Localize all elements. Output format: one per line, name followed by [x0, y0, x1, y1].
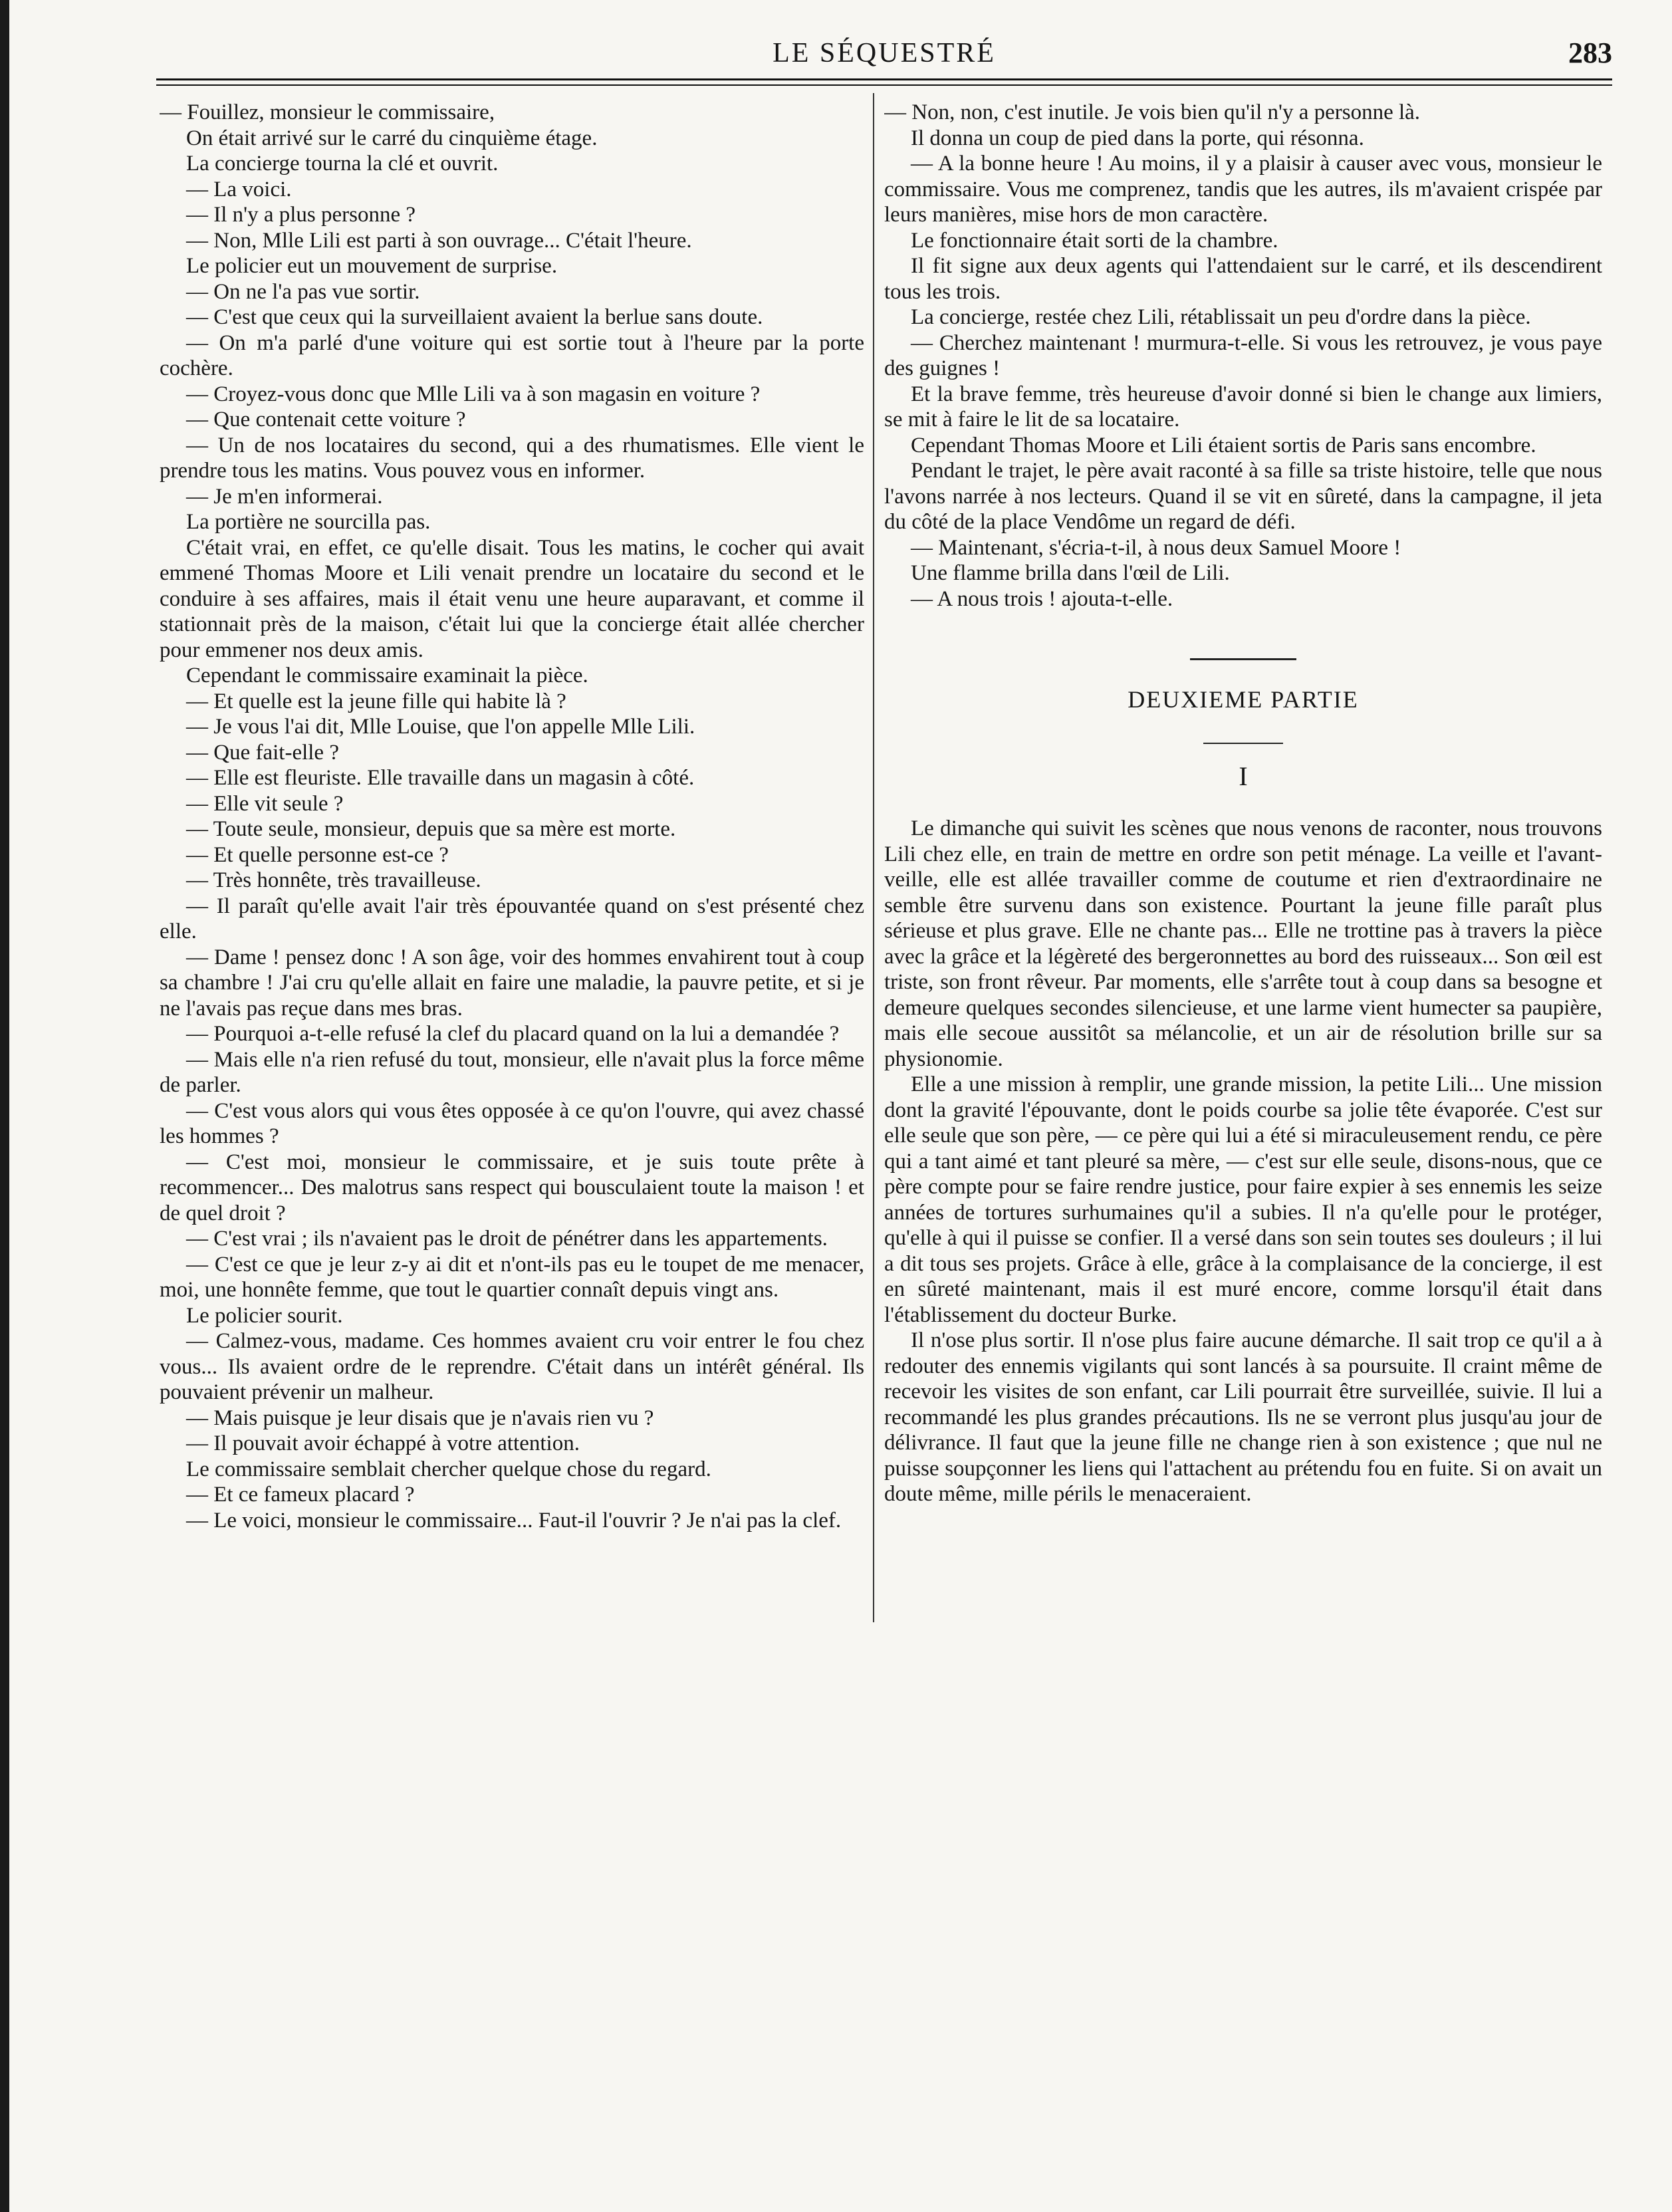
paragraph: Il donna un coup de pied dans la porte, qui résonna. — [911, 126, 1364, 150]
paragraph: Elle a une mission à remplir, une grande mission, la petite Lili... Une mission dont la gravité l'épouvante, dont le poids courbe sa jolie tête évaporée. C'est sur elle seule que son père, — ce père qui lui a été si miraculeusement rendu, ce père qui a tant aimé et tant pleuré sa mère, — c'est sur elle seule, disons-nous, que ce père compte pour se faire rendre justice, pour faire expier à ses ennemis les seize années de tortures surhumaines qu'il a subies. Il n'a qu'elle pour le protéger, qu'elle à qui il puisse se confier. Il a versé dans son sein toutes ses douleurs ; il lui a dit tous ses projets. Grâce à elle, grâce à la complaisance de la concierge, il est en sûreté maintenant, mais il est muré encore, comme lorsqu'il était dans l'établissement du docteur Burke. — [884, 1072, 1602, 1327]
paragraph: — A nous trois ! ajouta-t-elle. — [911, 586, 1173, 611]
paragraph: On était arrivé sur le carré du cinquième étage. — [186, 126, 598, 150]
paragraph: La concierge tourna la clé et ouvrit. — [186, 152, 499, 176]
paragraph: — Il paraît qu'elle avait l'air très épouvantée quand on s'est présenté chez elle. — [160, 894, 864, 943]
paragraph: — On ne l'a pas vue sortir. — [186, 279, 420, 304]
paragraph: — C'est ce que je leur z-y ai dit et n'ont-ils pas eu le toupet de me menacer, moi, une honnête femme, que tout le quartier connaît depuis vingt ans. — [160, 1252, 864, 1302]
paragraph: La portière ne sourcilla pas. — [186, 510, 431, 534]
column-divider — [873, 93, 874, 1622]
paragraph: Cependant le commissaire examinait la pièce. — [186, 664, 588, 687]
page-number: 283 — [1568, 37, 1612, 69]
paragraph: — Mais puisque je leur disais que je n'avais rien vu ? — [186, 1406, 654, 1430]
paragraph: — Dame ! pensez donc ! A son âge, voir des hommes envahirent tout à coup sa chambre ! J'ai cru qu'elle allait en faire une maladie, la pauvre petite, et si je ne l'avais pas reçue dans mes bras. — [160, 945, 864, 1021]
paragraph: Le dimanche qui suivit les scènes que nous venons de raconter, nous trouvons Lili chez elle, en train de mettre en ordre son petit ménage. La veille et l'avant-veille, elle est allée travailler comme de coutume et rien d'extraordinaire ne semble être survenu dans son existence. Pourtant la jeune fille paraît plus sérieuse et plus grave. Elle ne chante pas... Elle ne trottine pas à travers la pièce avec la grâce et la légèreté des bergeronnettes au bord des ruisseaux... Son œil est triste, son front rêveur. Par moments, elle s'arrête tout à coup dans sa besogne et demeure quelques secondes silencieuse, et une larme vient humecter sa paupière, mais elle secoue aussitôt sa mélancolie, et un air de résolution brille sur sa physionomie. — [884, 816, 1602, 1071]
paragraph: — Très honnête, très travailleuse. — [186, 868, 481, 892]
paragraph: Cependant Thomas Moore et Lili étaient sortis de Paris sans encombre. — [911, 433, 1536, 457]
left-column — [160, 100, 864, 2094]
paragraph: — Et quelle est la jeune fille qui habite là ? — [186, 689, 566, 713]
paragraph: — C'est moi, monsieur le commissaire, et je suis toute prête à recommencer... Des malotrus sans respect qui bousculaient toute la maison ! et de quel droit ? — [160, 1150, 864, 1225]
paragraph: Et la brave femme, très heureuse d'avoir donné si bien le change aux limiers, se mit à faire le lit de sa locataire. — [884, 382, 1602, 431]
paragraph: — C'est que ceux qui la surveillaient avaient la berlue sans doute. — [186, 305, 763, 329]
paragraph: Le policier sourit. — [186, 1303, 343, 1328]
paragraph: Le policier eut un mouvement de surprise. — [186, 254, 558, 278]
paragraph: — Et ce fameux placard ? — [186, 1483, 415, 1507]
paragraph: — Mais elle n'a rien refusé du tout, monsieur, elle n'avait plus la force même de parler. — [160, 1047, 864, 1097]
paragraph: — Il n'y a plus personne ? — [186, 203, 416, 227]
paragraph: — Je m'en informerai. — [186, 484, 383, 509]
paragraph: — A la bonne heure ! Au moins, il y a plaisir à causer avec vous, monsieur le commissaire. Vous me comprenez, tandis que les autres, ils m'avaient crispée par leurs manières, mise hors de mon caractère. — [884, 152, 1602, 227]
paragraph: Le fonctionnaire était sorti de la chambre. — [911, 228, 1278, 253]
paragraph: — Et quelle personne est-ce ? — [186, 842, 449, 867]
paragraph: Il fit signe aux deux agents qui l'attendaient sur le carré, et ils descendirent tous les trois. — [884, 254, 1602, 304]
paragraph: — Elle vit seule ? — [186, 791, 344, 816]
part-title: DEUXIEME PARTIE — [1128, 686, 1359, 713]
paragraph: — Maintenant, s'écria-t-il, à nous deux Samuel Moore ! — [911, 535, 1401, 560]
paragraph: — Cherchez maintenant ! murmura-t-elle. Si vous les retrouvez, je vous paye des guignes ! — [884, 330, 1602, 380]
paragraph: Le commissaire semblait chercher quelque chose du regard. — [186, 1457, 711, 1481]
paragraph: — Fouillez, monsieur le commissaire, — [160, 100, 495, 124]
title-rule — [1203, 743, 1283, 744]
paragraph: — Le voici, monsieur le commissaire... Faut-il l'ouvrir ? Je n'ai pas la clef. — [186, 1508, 842, 1533]
paragraph: — Un de nos locataires du second, qui a des rhumatismes. Elle vient le prendre tous les matins. Vous pouvez vous en informer. — [160, 433, 864, 483]
paragraph: C'était vrai, en effet, ce qu'elle disait. Tous les matins, le cocher qui avait emmené Thomas Moore et Lili venait prendre un locataire du second et le conduire à ses affaires, mais il était venu une heure auparavant, et comme il stationnait près de la maison, c'était lui que la concierge était allée chercher pour emmener nos deux amis. — [160, 535, 864, 662]
paragraph: — Elle est fleuriste. Elle travaille dans un magasin à côté. — [186, 766, 695, 790]
paragraph: — Croyez-vous donc que Mlle Lili va à son magasin en voiture ? — [186, 382, 761, 406]
paragraph: — Non, Mlle Lili est parti à son ouvrage... C'était l'heure. — [186, 228, 692, 253]
header-rule — [156, 78, 1612, 86]
paragraph: — Toute seule, monsieur, depuis que sa mère est morte. — [186, 817, 676, 841]
paragraph: Pendant le trajet, le père avait raconté à sa fille sa triste histoire, telle que nous l'avons narrée à nos lecteurs. Quand il se vit en sûreté, dans la campagne, il jeta du côté de la place Vendôme un regard de défi. — [884, 459, 1602, 534]
running-title: LE SÉQUESTRÉ — [773, 38, 996, 68]
section-rule — [1190, 658, 1296, 660]
paragraph: — Que fait-elle ? — [186, 740, 339, 765]
paragraph: Il n'ose plus sortir. Il n'ose plus faire aucune démarche. Il sait trop ce qu'il a à redouter des ennemis vigilants qui sont lancés à sa poursuite. Il craint même de recevoir les visites de son enfant, car Lili pourrait être surveillée, suivie. Il lui a recommandé les plus grandes précautions. Ils ne se verront plus jusqu'au jour de délivrance. Il faut que la jeune fille ne change rien à son existence ; que nul ne puisse soupçonner les liens qui l'attachent au prétendu fou en fuite. Si on avait un doute même, mille périls le menaceraient. — [884, 1328, 1602, 1506]
paragraph: — On m'a parlé d'une voiture qui est sortie tout à l'heure par la porte cochère. — [160, 330, 864, 380]
chapter-number: I — [1239, 761, 1248, 791]
paragraph: — C'est vous alors qui vous êtes opposée à ce qu'on l'ouvre, qui avez chassé les hommes ? — [160, 1098, 864, 1148]
paragraph: — C'est vrai ; ils n'avaient pas le droit de pénétrer dans les appartements. — [186, 1227, 828, 1251]
paragraph: La concierge, restée chez Lili, rétablissait un peu d'ordre dans la pièce. — [911, 305, 1531, 329]
paragraph: — La voici. — [186, 177, 292, 201]
paragraph: — Que contenait cette voiture ? — [186, 408, 466, 431]
paragraph: — Je vous l'ai dit, Mlle Louise, que l'on appelle Mlle Lili. — [186, 715, 695, 739]
paragraph: — Calmez-vous, madame. Ces hommes avaient cru voir entrer le fou chez vous... Ils avaient ordre de le reprendre. C'était dans un intérêt général. Ils pouvaient prévenir un malheur. — [160, 1329, 864, 1404]
paragraph: Une flamme brilla dans l'œil de Lili. — [911, 561, 1230, 585]
right-column — [884, 100, 1602, 2094]
page-header — [156, 32, 1612, 72]
paragraph: — Non, non, c'est inutile. Je vois bien qu'il n'y a personne là. — [884, 100, 1421, 124]
paragraph: — Pourquoi a-t-elle refusé la clef du placard quand on la lui a demandée ? — [186, 1022, 840, 1046]
scan-edge — [0, 0, 9, 2212]
paragraph: — Il pouvait avoir échappé à votre attention. — [186, 1431, 580, 1455]
